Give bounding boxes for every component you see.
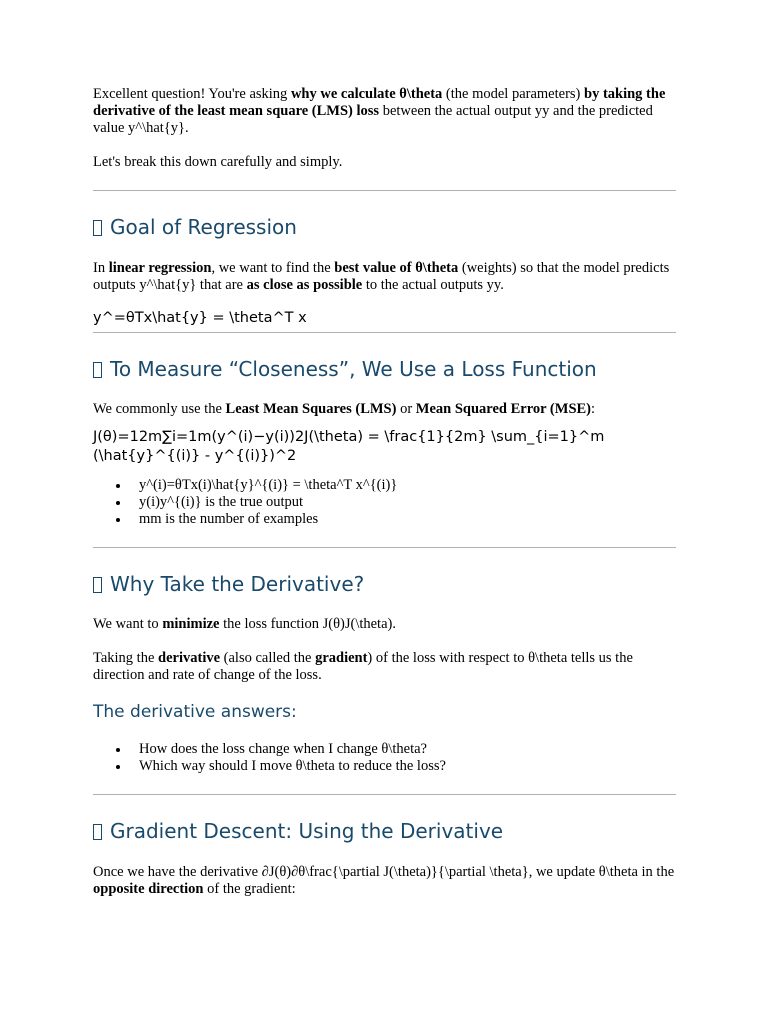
text-run: :: [591, 401, 596, 417]
loss-paragraph: [93, 401, 676, 418]
missing-glyph-icon: [93, 824, 102, 840]
heading-text: To Measure “Closeness”, We Use a Loss Function: [110, 357, 597, 381]
document-body: [93, 86, 676, 898]
text-run: Once we have the derivative ∂J(θ)∂θ\frac{\partial J(\theta)}{\partial \theta}, we update θ\theta in the: [93, 864, 675, 880]
loss-equation: J(θ)=12m∑i=1m(y^(i)−y(i))2J(\theta) = \frac{1}{2m} \sum_{i=1}^m (\hat{y}^{(i)} - y^{(i)})^2: [93, 429, 605, 464]
text-run: between the actual output yy and the predicted value y^\hat{y}.: [93, 103, 653, 136]
heading-text: Goal of Regression: [110, 215, 297, 239]
derivative-bullet-list: [93, 741, 676, 775]
text-run: to the actual outputs yy.: [362, 277, 504, 293]
gradient-paragraph: [93, 864, 676, 898]
bold-text: gradient: [315, 650, 368, 666]
list-item: y^(i)=θTx(i)\hat{y}^{(i)} = \theta^T x^{(i)}: [139, 477, 676, 494]
list-item: y(i)y^{(i)} is the true output: [139, 494, 676, 511]
section-heading-derivative: [93, 572, 676, 596]
bold-text: opposite direction: [93, 881, 204, 897]
text-run: or: [396, 401, 416, 417]
goal-paragraph: [93, 260, 676, 294]
bold-text: Least Mean Squares (LMS): [225, 401, 397, 417]
text-run: of the gradient:: [203, 881, 296, 897]
section-heading-loss: [93, 357, 676, 381]
heading-text: Gradient Descent: Using the Derivative: [110, 819, 504, 843]
missing-glyph-icon: [93, 220, 102, 236]
intro-paragraph-2: Let's break this down carefully and simply.: [93, 154, 343, 170]
text-run: We want to: [93, 616, 163, 632]
text-run: , we want to find the: [211, 260, 335, 276]
text-run: ) of the loss with respect to θ\theta tells us the direction and rate of change of the loss.: [93, 650, 633, 683]
text-run: (the model parameters): [442, 86, 584, 102]
text-run: We commonly use the: [93, 401, 226, 417]
divider: [93, 547, 676, 548]
intro-paragraph: [93, 86, 676, 137]
loss-bullet-list: [93, 477, 676, 528]
bold-text: Mean Squared Error (MSE): [415, 401, 592, 417]
missing-glyph-icon: [93, 362, 102, 378]
list-item: mm is the number of examples: [139, 511, 676, 528]
section-heading-goal: [93, 215, 676, 239]
derivative-paragraph-1: [93, 616, 676, 633]
section-heading-gradient: [93, 819, 676, 843]
bold-text: minimize: [162, 616, 220, 632]
divider: [93, 190, 676, 191]
goal-equation: y^=θTx\hat{y} = \theta^T x: [93, 310, 307, 326]
heading-text: Why Take the Derivative?: [110, 572, 365, 596]
bold-text: derivative: [158, 650, 221, 666]
text-run: In: [93, 260, 109, 276]
bold-text: as close as possible: [246, 277, 363, 293]
text-run: (weights) so that the model predicts outputs y^\hat{y} that are: [93, 260, 670, 293]
bold-text: linear regression: [108, 260, 212, 276]
divider: [93, 794, 676, 795]
bold-text: best value of θ\theta: [334, 260, 459, 276]
derivative-paragraph-2: [93, 650, 676, 684]
list-item: How does the loss change when I change θ\theta?: [139, 741, 676, 758]
text-run: Taking the: [93, 650, 159, 666]
bold-text: by taking the derivative of the least mean square (LMS) loss: [93, 86, 666, 119]
derivative-subheading: The derivative answers:: [93, 702, 297, 722]
list-item: Which way should I move θ\theta to reduce the loss?: [139, 758, 676, 775]
text-run: (also called the: [220, 650, 316, 666]
divider: [93, 332, 676, 333]
text-run: the loss function J(θ)J(\theta).: [219, 616, 396, 632]
missing-glyph-icon: [93, 577, 102, 593]
bold-text: why we calculate θ\theta: [290, 86, 443, 102]
text-run: Excellent question! You're asking: [93, 86, 291, 102]
